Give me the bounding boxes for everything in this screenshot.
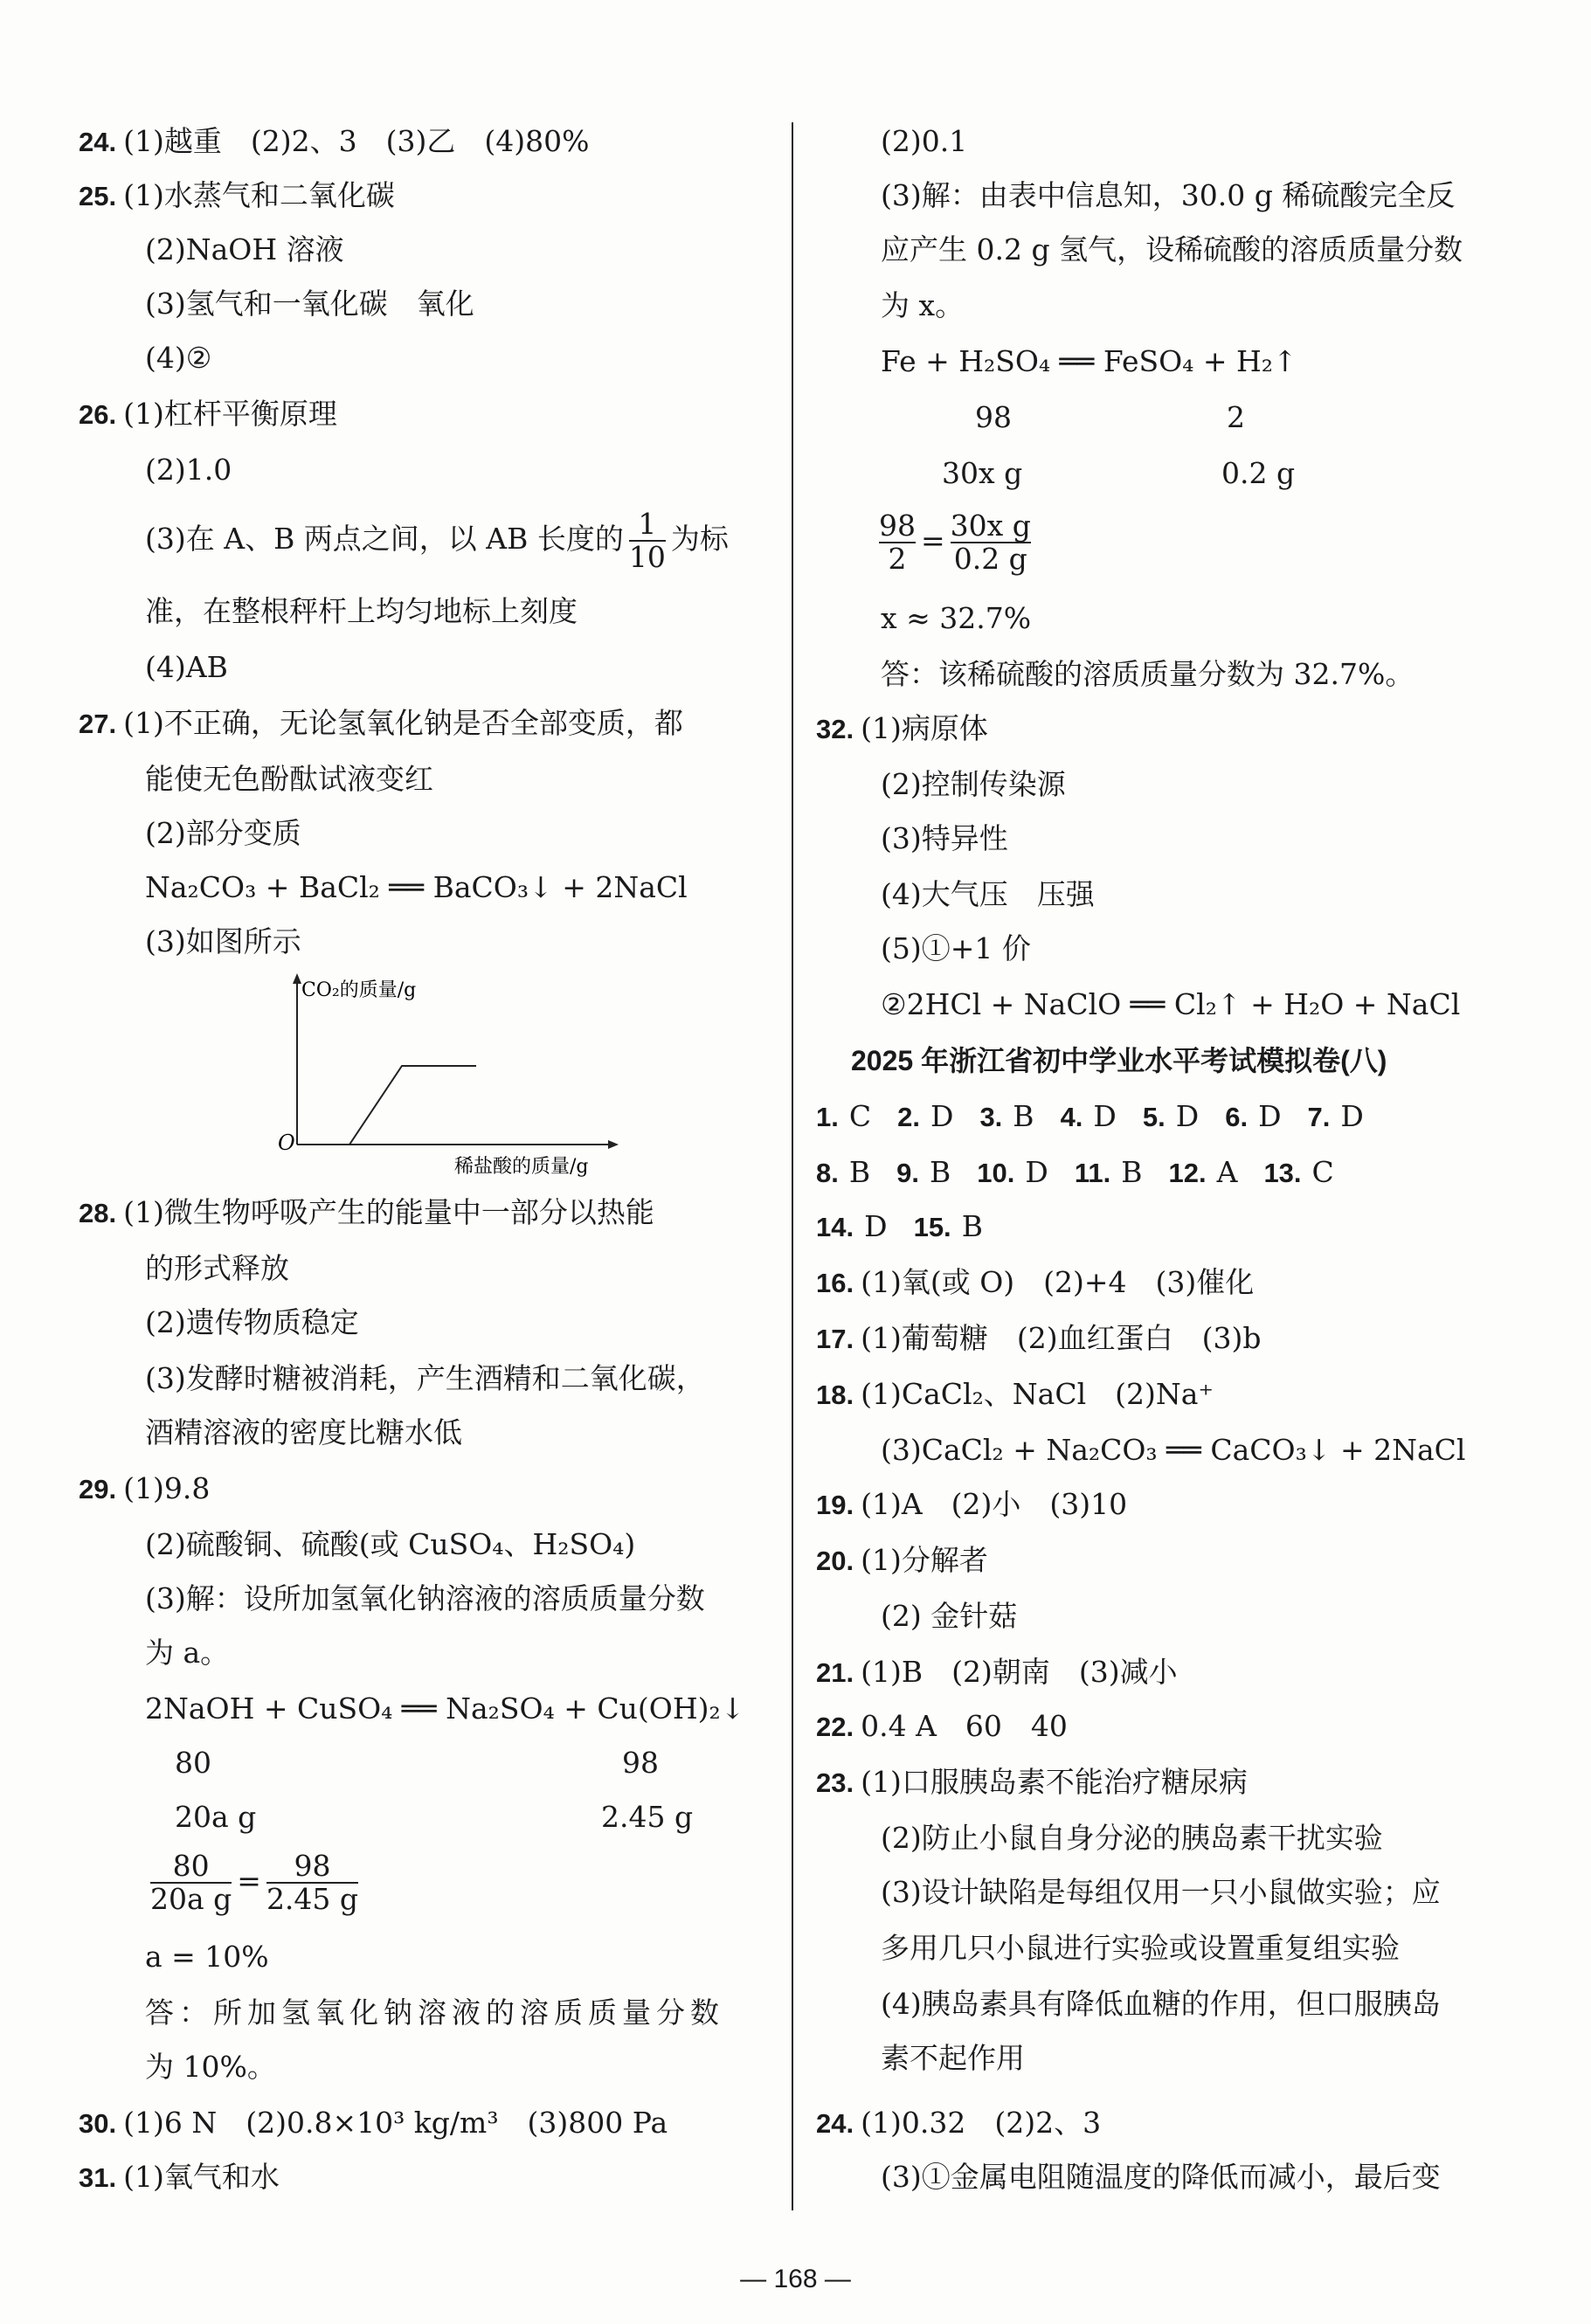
- q31-answer: 答：该稀硫酸的溶质质量分数为 32.7%。: [881, 657, 1415, 691]
- q31-line2: (2)0.1: [881, 124, 968, 158]
- q29-line3: (3)解：设所加氢氧化钠溶液的溶质质量分数: [145, 1581, 705, 1615]
- q19: 19. (1)A (2)小 (3)10: [816, 1487, 1128, 1521]
- q31-line5: 为 x。: [881, 288, 965, 322]
- q29-mass-a2: 20a g: [175, 1800, 257, 1834]
- q23-line2: (2)防止小鼠自身分泌的胰岛素干扰实验: [881, 1821, 1383, 1855]
- q32-line6: ②2HCl + NaClO ══ Cl₂↑ + H₂O + NaCl: [881, 987, 1461, 1021]
- q22: 22. 0.4 A 60 40: [816, 1709, 1068, 1743]
- q25-line2: (2)NaOH 溶液: [145, 232, 344, 266]
- co2-mass-graph: [271, 970, 638, 1188]
- q32-line5: (5)①+1 价: [881, 931, 1031, 965]
- q29-result: a = 10%: [145, 1940, 269, 1974]
- q27-equation: Na₂CO₃ + BaCl₂ ══ BaCO₃↓ + 2NaCl: [145, 870, 688, 904]
- page-number: — 168 —: [740, 2265, 851, 2293]
- y-axis-label: CO₂的质量/g: [301, 979, 417, 1001]
- fraction-1-10: $\frac{1}{10}$: [628, 507, 666, 574]
- q29-line4: 为 a。: [145, 1636, 230, 1670]
- q24-left: 24. (1)越重 (2)2、3 (3)乙 (4)80%: [79, 124, 590, 158]
- q29-mass-a1: 80: [175, 1746, 211, 1780]
- q20-line1: 20. (1)分解者: [816, 1543, 988, 1577]
- q32-line1: 32. (1)病原体: [816, 711, 988, 745]
- q18-line1: 18. (1)CaCl₂、NaCl (2)Na⁺: [816, 1377, 1214, 1411]
- q29-mass-b2: 2.45 g: [601, 1800, 694, 1834]
- q26-line5: (4)AB: [145, 650, 228, 684]
- q23-line6: 素不起作用: [881, 2041, 1025, 2075]
- q28-line4: (3)发酵时糖被消耗，产生酒精和二氧化碳，: [145, 1361, 705, 1395]
- q27-line5: (3)如图所示: [145, 924, 301, 958]
- mc-answer: 14. D: [816, 1209, 888, 1243]
- q29-equation: 2NaOH + CuSO₄ ══ Na₂SO₄ + Cu(OH)₂↓: [145, 1691, 745, 1726]
- q23-line4: 多用几只小鼠进行实验或设置重复组实验: [881, 1931, 1400, 1965]
- mc-row-3: [816, 1209, 1009, 1245]
- mc-answer: 13. C: [1263, 1155, 1334, 1189]
- q29-line1: 29. (1)9.8: [79, 1471, 211, 1505]
- mc-row-1: [816, 1099, 1390, 1135]
- q26-line1: 26. (1)杠杆平衡原理: [79, 397, 337, 431]
- q29-line2: (2)硫酸铜、硫酸(或 CuSO₄、H₂SO₄): [145, 1527, 636, 1561]
- q24-right-line1: 24. (1)0.32 (2)2、3: [816, 2106, 1102, 2140]
- q28-line2: 的形式释放: [145, 1251, 289, 1285]
- x-axis-arrow: [608, 1140, 619, 1149]
- q32-line2: (2)控制传染源: [881, 767, 1066, 801]
- co2-curve: [297, 1066, 476, 1145]
- mc-answer: 5. D: [1142, 1099, 1200, 1133]
- q25-line3: (3)氢气和一氧化碳 氧化: [145, 287, 474, 321]
- q28-line5: 酒精溶液的密度比糖水低: [145, 1415, 462, 1449]
- mc-answer: 11. B: [1074, 1155, 1143, 1189]
- q25-line4: (4)②: [145, 341, 212, 375]
- mc-answer: 15. B: [913, 1209, 983, 1243]
- q31-line4: 应产生 0.2 g 氢气，设稀硫酸的溶质质量分数: [881, 232, 1463, 266]
- mc-answer: 12. A: [1168, 1155, 1238, 1189]
- mc-answer: 10. D: [977, 1155, 1048, 1189]
- origin-label: O: [278, 1131, 295, 1155]
- q27-line3: (2)部分变质: [145, 816, 301, 850]
- q31-result: x ≈ 32.7%: [881, 601, 1032, 635]
- q31-equation: Fe + H₂SO₄ ══ FeSO₄ + H₂↑: [881, 344, 1297, 378]
- q32-line4: (4)大气压 压强: [881, 877, 1095, 911]
- q23-line1: 23. (1)口服胰岛素不能治疗糖尿病: [816, 1765, 1248, 1799]
- q32-line3: (3)特异性: [881, 821, 1008, 855]
- q21: 21. (1)B (2)朝南 (3)减小: [816, 1655, 1178, 1689]
- q29-answer2: 为 10%。: [145, 2050, 276, 2084]
- q31-mass-b2: 0.2 g: [1221, 456, 1296, 490]
- q31-mass-a2: 30x g: [942, 456, 1023, 490]
- q20-line2: (2) 金针菇: [881, 1599, 1018, 1633]
- q17: 17. (1)葡萄糖 (2)血红蛋白 (3)b: [816, 1321, 1262, 1355]
- y-axis-arrow: [293, 973, 301, 984]
- q28-line3: (2)遗传物质稳定: [145, 1305, 359, 1339]
- mc-answer: 2. D: [897, 1099, 954, 1133]
- q29-proportion: $\frac{80}{\text{20a g}}$ = $\frac{98}{2.45 g}$: [150, 1849, 359, 1916]
- mc-answer: 3. B: [979, 1099, 1034, 1133]
- q31-line3: (3)解：由表中信息知，30.0 g 稀硫酸完全反: [881, 178, 1456, 212]
- mc-row-2: [816, 1155, 1360, 1191]
- q29-answer1: 答：所加氢氧化钠溶液的溶质质量分数: [145, 1995, 724, 2030]
- q26-line4: 准，在整根秤杆上均匀地标上刻度: [145, 594, 578, 628]
- q23-line3: (3)设计缺陷是每组仅用一只小鼠做实验；应: [881, 1875, 1441, 1909]
- mc-answer: 8. B: [816, 1155, 871, 1189]
- column-divider: [792, 122, 793, 2210]
- q31-line1: 31. (1)氧气和水: [79, 2160, 280, 2194]
- q24-right-line2: (3)①金属电阻随温度的降低而减小，最后变: [881, 2160, 1441, 2194]
- q23-line5: (4)胰岛素具有降低血糖的作用，但口服胰岛: [881, 1987, 1441, 2021]
- mc-answer: 6. D: [1225, 1099, 1282, 1133]
- mc-answer: 9. B: [896, 1155, 951, 1189]
- mc-answer: 7. D: [1307, 1099, 1364, 1133]
- q29-mass-b1: 98: [622, 1746, 659, 1780]
- mc-answer: 4. D: [1060, 1099, 1117, 1133]
- q31-proportion: $\frac{98}{2}$ = $\frac{\text{30x g}}{0.2 g}$: [879, 508, 1031, 576]
- q26-line2: (2)1.0: [145, 453, 232, 487]
- q25-line1: 25. (1)水蒸气和二氧化碳: [79, 178, 395, 212]
- q27-line2: 能使无色酚酞试液变红: [145, 762, 433, 796]
- q31-mass-a1: 98: [975, 400, 1012, 434]
- x-axis-label: 稀盐酸的质量/g: [454, 1156, 589, 1178]
- mc-answer: 1. C: [816, 1099, 872, 1133]
- q30: 30. (1)6 N (2)0.8×10³ kg/m³ (3)800 Pa: [79, 2106, 668, 2140]
- section-title: 2025 年浙江省初中学业水平考试模拟卷(八): [851, 1045, 1387, 1076]
- q31-mass-b1: 2: [1227, 400, 1245, 434]
- q16: 16. (1)氧(或 O) (2)+4 (3)催化: [816, 1265, 1255, 1299]
- q18-line2: (3)CaCl₂ + Na₂CO₃ ══ CaCO₃↓ + 2NaCl: [881, 1433, 1466, 1467]
- q26-line3: (3)在 A、B 两点之间，以 AB 长度的 $\frac{1}{10}$ 为标: [145, 507, 729, 574]
- q27-line1: 27. (1)不正确，无论氢氧化钠是否全部变质，都: [79, 706, 683, 740]
- q28-line1: 28. (1)微生物呼吸产生的能量中一部分以热能: [79, 1195, 654, 1229]
